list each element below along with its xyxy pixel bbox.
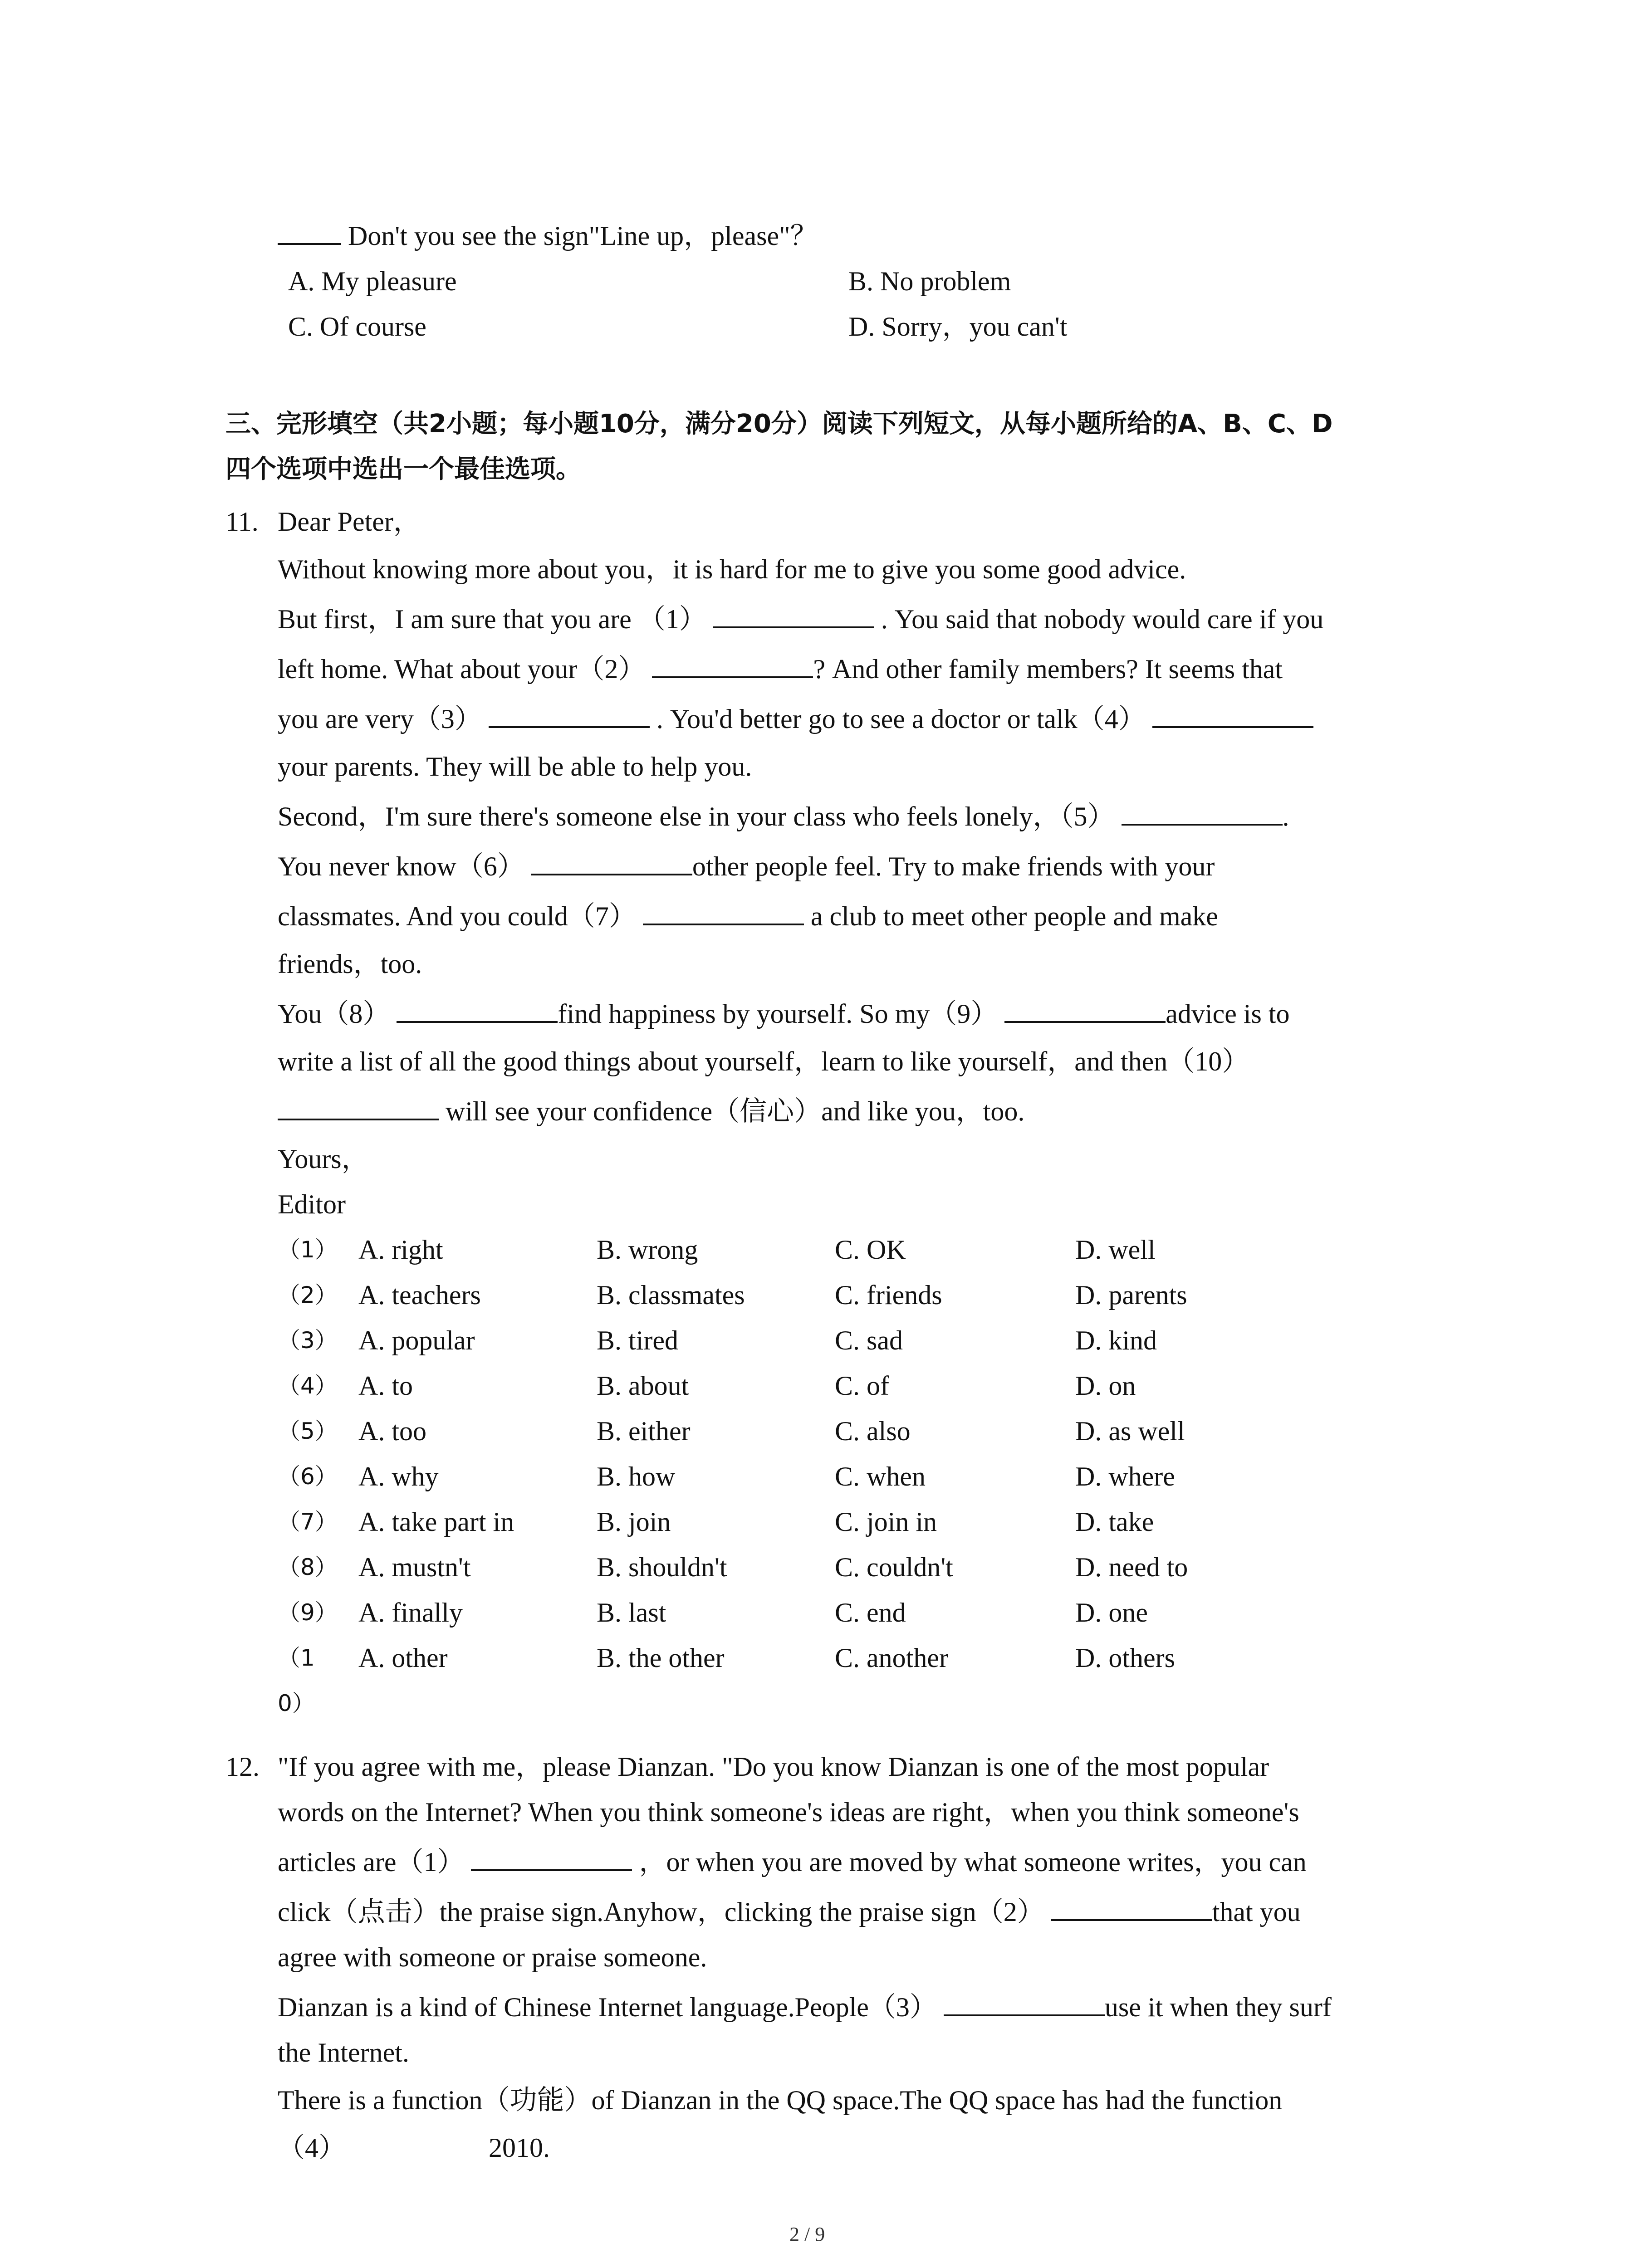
q10-option-b: B. No problem [848, 266, 1011, 296]
choice-c: C. another [835, 1643, 948, 1673]
choice-number: （6） [278, 1463, 338, 1490]
choice-c: C. join in [835, 1507, 937, 1537]
choice-c: C. when [835, 1461, 926, 1491]
choice-c: C. friends [835, 1280, 942, 1310]
choice-number: （1） [278, 1237, 338, 1263]
choice-b: B. wrong [597, 1235, 698, 1265]
choice-number: （5） [278, 1418, 338, 1444]
answer-blank [278, 221, 341, 245]
choice-b: B. either [597, 1416, 691, 1446]
passage-line: the Internet. [278, 2038, 409, 2068]
choice-number: （2） [278, 1282, 338, 1308]
answer-blank [944, 1993, 1105, 2016]
passage-line: You never know（6） other people feel. Try to make friends with your [278, 851, 1215, 881]
answer-blank [353, 2135, 489, 2157]
choice-d: D. as well [1075, 1416, 1185, 1446]
choice-a: A. to [358, 1371, 413, 1401]
choice-number: （9） [278, 1599, 338, 1626]
choice-a: A. why [358, 1461, 439, 1491]
q10-option-c: C. Of course [288, 312, 426, 342]
passage-line: write a list of all the good things about yourself，learn to like yourself，and then（10） [278, 1046, 1249, 1076]
section-title-line1: 三、完形填空（共2小题；每小题10分，满分20分）阅读下列短文，从每小题所给的A、B、C、D [225, 409, 1333, 439]
choice-d: D. on [1075, 1371, 1136, 1401]
q10-option-a: A. My pleasure [288, 266, 457, 296]
choice-number: （3） [278, 1327, 338, 1354]
question-number: 11. [225, 507, 259, 537]
choice-c: C. also [835, 1416, 911, 1446]
choice-c: C. sad [835, 1325, 903, 1355]
passage-line: You（8） find happiness by yourself. So my（9） advice is to [278, 999, 1290, 1029]
passage-line: classmates. And you could（7） a club to meet other people and make [278, 901, 1218, 931]
passage-line: （4） 2010. [278, 2133, 550, 2163]
answer-blank [471, 1848, 632, 1871]
choice-b: B. classmates [597, 1280, 745, 1310]
choice-number: （1 [278, 1645, 315, 1671]
passage-line: agree with someone or praise someone. [278, 1942, 707, 1972]
choice-b: B. about [597, 1371, 689, 1401]
choice-b: B. last [597, 1598, 666, 1628]
answer-blank [397, 999, 558, 1023]
passage-line: articles are（1） ，or when you are moved by what someone writes，you can [278, 1847, 1307, 1877]
passage-line: left home. What about your（2） ? And other family members? It seems that [278, 654, 1283, 684]
question-number: 12. [225, 1752, 260, 1782]
passage-line: click（点击）the praise sign.Anyhow，clicking the praise sign（2） that you [278, 1897, 1301, 1927]
choice-a: A. take part in [358, 1507, 514, 1537]
choice-a: A. mustn't [358, 1552, 471, 1582]
choice-a: A. other [358, 1643, 448, 1673]
choice-d: D. take [1075, 1507, 1154, 1537]
q10-option-d: D. Sorry，you can't [848, 312, 1068, 342]
answer-blank [489, 704, 650, 728]
q10-stem: Don't you see the sign"Line up，please"？ [278, 218, 818, 254]
passage-line: There is a function（功能）of Dianzan in the QQ space.The QQ space has had the function [278, 2085, 1283, 2115]
choice-c: C. couldn't [835, 1552, 953, 1582]
choice-d: D. others [1075, 1643, 1175, 1673]
choice-a: A. popular [358, 1325, 475, 1355]
choice-d: D. parents [1075, 1280, 1187, 1310]
answer-blank [1152, 704, 1313, 728]
passage-line: friends，too. [278, 949, 422, 979]
passage-line: "If you agree with me，please Dianzan. "Do you know Dianzan is one of the most popular [278, 1752, 1269, 1782]
choice-a: A. too [358, 1416, 426, 1446]
choice-d: D. well [1075, 1235, 1156, 1265]
passage-line: Second，I'm sure there's someone else in your class who feels lonely，（5） . [278, 802, 1289, 831]
answer-blank [652, 655, 813, 678]
passage-line: words on the Internet? When you think someone's ideas are right，when you think someone's [278, 1797, 1299, 1827]
choice-a: A. finally [358, 1598, 463, 1628]
choice-number: （8） [278, 1554, 338, 1580]
answer-blank [1051, 1897, 1212, 1921]
choice-b: B. join [597, 1507, 671, 1537]
choice-d: D. kind [1075, 1325, 1157, 1355]
answer-blank [1122, 802, 1283, 826]
choice-number-wrap: 0） [278, 1690, 315, 1716]
choice-c: C. end [835, 1598, 906, 1628]
answer-blank [278, 1097, 439, 1120]
passage-line: will see your confidence（信心）and like you，too. [278, 1093, 1024, 1129]
passage-line: Dianzan is a kind of Chinese Internet language.People（3） use it when they surf [278, 1992, 1332, 2022]
section-title-line2: 四个选项中选出一个最佳选项。 [225, 455, 581, 484]
choice-number: （4） [278, 1373, 338, 1399]
page-number: 2 / 9 [789, 2223, 825, 2245]
answer-blank [1004, 999, 1166, 1023]
choice-b: B. tired [597, 1325, 678, 1355]
choice-d: D. where [1075, 1461, 1175, 1491]
closing: Yours， [278, 1144, 369, 1174]
choice-c: C. OK [835, 1235, 906, 1265]
answer-blank [531, 852, 692, 875]
choice-a: A. teachers [358, 1280, 481, 1310]
choice-b: B. the other [597, 1643, 725, 1673]
passage-line: Without knowing more about you，it is hard for me to give you some good advice. [278, 554, 1186, 584]
signature: Editor [278, 1189, 346, 1219]
choice-number: （7） [278, 1509, 338, 1535]
choice-b: B. shouldn't [597, 1552, 727, 1582]
passage-line: your parents. They will be able to help you. [278, 752, 752, 782]
passage-line: you are very（3） . You'd better go to see a doctor or talk（4） [278, 701, 1313, 737]
choice-d: D. one [1075, 1598, 1148, 1628]
choice-c: C. of [835, 1371, 889, 1401]
choice-a: A. right [358, 1235, 443, 1265]
choice-d: D. need to [1075, 1552, 1188, 1582]
answer-blank [713, 605, 874, 628]
greeting: Dear Peter， [278, 507, 421, 537]
passage-line: But first，I am sure that you are （1） . You said that nobody would care if you [278, 604, 1324, 634]
answer-blank [643, 902, 804, 925]
choice-b: B. how [597, 1461, 676, 1491]
